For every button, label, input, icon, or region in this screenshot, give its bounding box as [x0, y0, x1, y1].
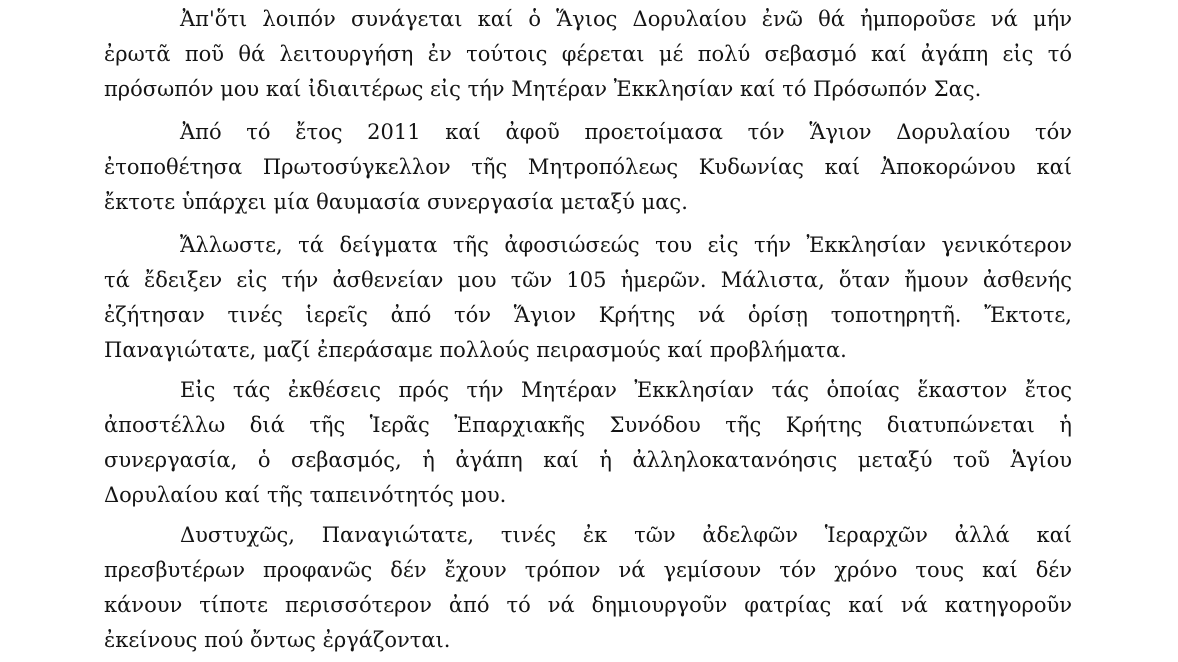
text-line: Δορυλαίου καί τῆς ταπεινότητός μου. — [104, 483, 507, 507]
paragraph-1 — [104, 2, 1072, 107]
text-line: τά ἔδειξεν εἰς τήν ἀσθενείαν μου τῶν 105 ἡμερῶν. Μάλιστα, ὅταν ἤμουν ἀσθενής — [104, 268, 1072, 292]
text-line: κάνουν τίποτε περισσότερον ἀπό τό νά δημιουργοῦν φατρίας καί νά κατηγοροῦν — [104, 593, 1072, 617]
text-line: ἐκείνους πού ὄντως ἐργάζονται. — [104, 628, 451, 652]
text-line: Ἀπό τό ἔτος 2011 καί ἀφοῦ προετοίμασα τόν Ἅγιον Δορυλαίου τόν — [180, 120, 1072, 144]
text-line: ἀποστέλλω διά τῆς Ἱερᾶς Ἐπαρχιακῆς Συνόδου τῆς Κρήτης διατυπώνεται ἡ — [104, 413, 1072, 437]
text-line: ἐζήτησαν τινές ἱερεῖς ἀπό τόν Ἅγιον Κρήτης νά ὁρίσῃ τοποτηρητῆ. Ἔκτοτε, — [104, 303, 1072, 327]
text-line: Ἄλλωστε, τά δείγματα τῆς ἀφοσιώσεώς του εἰς τήν Ἐκκλησίαν γενικότερον — [180, 233, 1072, 257]
text-line: Ἀπ'ὅτι λοιπόν συνάγεται καί ὁ Ἅγιος Δορυλαίου ἐνῶ θά ἠμποροῦσε νά μήν — [180, 7, 1072, 31]
text-line: πρεσβυτέρων προφανῶς δέν ἔχουν τρόπον νά γεμίσουν τόν χρόνο τους καί δέν — [104, 558, 1072, 582]
text-line: Εἰς τάς ἐκθέσεις πρός τήν Μητέραν Ἐκκλησίαν τάς ὁποίας ἕκαστον ἔτος — [180, 378, 1072, 402]
text-line: Παναγιώτατε, μαζί ἐπεράσαμε πολλούς πειρασμούς καί προβλήματα. — [104, 338, 847, 362]
paragraph-5 — [104, 518, 1072, 658]
paragraph-2 — [104, 115, 1072, 220]
text-line: Δυστυχῶς, Παναγιώτατε, τινές ἐκ τῶν ἀδελφῶν Ἱεραρχῶν ἀλλά καί — [180, 523, 1072, 547]
text-line: ἐρωτᾶ ποῦ θά λειτουργήση ἐν τούτοις φέρεται μέ πολύ σεβασμό καί ἀγάπη εἰς τό — [104, 42, 1072, 66]
paragraph-3 — [104, 228, 1072, 368]
paragraph-4 — [104, 373, 1072, 513]
text-line: ἐτοποθέτησα Πρωτοσύγκελλον τῆς Μητροπόλεως Κυδωνίας καί Ἀποκορώνου καί — [104, 155, 1072, 179]
text-line: συνεργασία, ὁ σεβασμός, ἡ ἀγάπη καί ἡ ἀλληλοκατανόησις μεταξύ τοῦ Ἁγίου — [104, 448, 1072, 472]
text-line: πρόσωπόν μου καί ἰδιαιτέρως εἰς τήν Μητέραν Ἐκκλησίαν καί τό Πρόσωπόν Σας. — [104, 77, 982, 101]
text-line: ἔκτοτε ὑπάρχει μία θαυμασία συνεργασία μεταξύ μας. — [104, 190, 688, 214]
